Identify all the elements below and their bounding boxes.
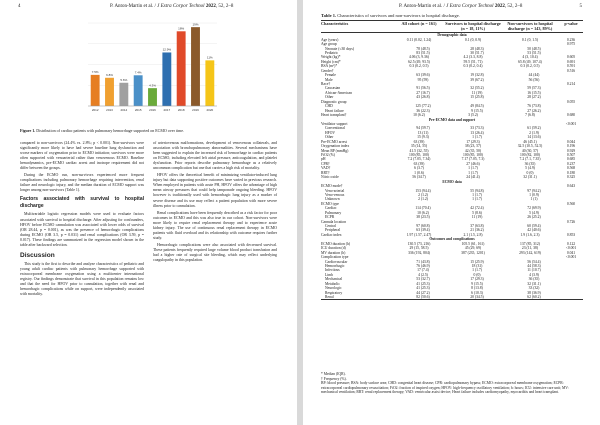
table-cell: pH: [321, 157, 326, 162]
x-tick-label: 2013: [106, 108, 113, 112]
table-cell: 0.325: [566, 175, 576, 180]
table-cell: 11 (19): [471, 215, 483, 220]
data-label: 6.8%: [106, 72, 113, 77]
table-cell: 72 (69.9): [527, 206, 541, 211]
table-cell: 39 (67.2): [470, 77, 484, 82]
paragraph: Multivariable logistic regression models were used to evaluate factors associated with survival to hospital discharge. After adjusting for confounders, HFOV before ECMO cannulation was associated with lower odds of survival (OR 28.44, p = 0.001), as was the presence of hemorrhagic complications during ECMO (OR 3.5, p = 0.031) and renal complications (OR 3.59, p = 0.017). These findings are summarized in the regression model shown in the table after backward selection.: [20, 212, 144, 247]
table-cell: Height (cm)*: [321, 59, 341, 64]
table-cell: HFOV: [325, 130, 336, 135]
table-cell: 1 (1): [530, 197, 538, 202]
page-number: 5: [579, 4, 582, 9]
table-cell: 100 (82, 100): [520, 153, 540, 157]
bar-2020: [205, 60, 214, 106]
table-cell: ECPR: [325, 215, 335, 220]
table-cell: 63 (39): [413, 161, 425, 166]
table-cell: 41 (25.3): [416, 286, 430, 291]
table-cell: 62.5 (49, 93.5): [408, 59, 430, 64]
table-cell: Nitric oxide: [321, 175, 339, 180]
table-footnotes: [321, 372, 583, 395]
table-header-cell: Characteristics: [321, 21, 349, 26]
table-group-label: ECMO data: [442, 179, 462, 184]
table-cell: 0.3 (0.2, 0.5): [520, 64, 540, 69]
table-cell: 37 (63.8): [470, 224, 484, 228]
table-row: [321, 295, 583, 299]
table-cell: CPR†: [321, 161, 330, 166]
table-cell: 7 (6.8): [525, 113, 535, 118]
data-label: 18%: [178, 26, 185, 31]
table-cell: 91 (56.5): [416, 86, 430, 91]
figure-caption: Figure 1. Distribution of cardiac patients with pulmonary hemorrhage supported on ECMO over time.: [20, 128, 185, 133]
table-cell: 2 (1.2): [418, 192, 428, 197]
table-cell: 97 (94.2): [527, 188, 541, 193]
table-cell: Conventional: [325, 126, 345, 131]
table-cell: 59.5 (51, 71): [463, 59, 483, 64]
table-cell: Female: [325, 73, 336, 78]
table-cell: 9 (15.5): [471, 108, 483, 113]
x-tick-label: 2018: [177, 108, 185, 112]
table-cell: Ventilator support: [321, 121, 348, 126]
bar-chart: [78, 17, 223, 120]
paragraph: During the ECMO run, non-survivors experienced more frequent complications including pulmonary hemorrhage requiring intervention, renal failure and neurologic injury, and the median duration of ECMO support was longer among non-survivors (Table 1).: [20, 173, 144, 193]
table-cell: Oxygenation index: [321, 144, 350, 149]
table-cell: 26 (25.2): [527, 215, 541, 220]
paragraph: Renal complications have been frequently described as a risk factor for poor outcomes in ECMO and this was also true in our cohort. Non-survivors were more likely to require renal replacement therapy and to experience acute kidney injury. The use of continuous renal replacement therapy in ECMO patients with fluid overload and its relationship with outcome requires further study.: [153, 210, 277, 240]
footnote: BP: blood pressure; BSA: body surface area; CHD: congenital heart disease; CPR: cardiopulmonary bypass; ECMO: extracorporeal membrane oxygenation; ECPR: extracorporeal cardiopulmonary resuscitation; FiO2: fraction of inspired oxygen; HFOV: high-frequency oscillatory ventilation; h: hours; ICU: intensive care unit; MV: mechanical ventilation; RRT: renal replacement therapy; VAD: ventricular assist device; Heart failure includes cardiomyopathy, myocarditis and heart transplant.: [321, 381, 569, 394]
table-cell: 1 (0.9): [529, 192, 539, 197]
table-cell: 65.8 (49, 107.4): [518, 59, 542, 64]
table-cell: VAD†: [321, 166, 331, 171]
table-cell: 44 (44): [528, 73, 540, 78]
table-cell: 42 (35, 50): [464, 148, 482, 153]
table-cell: Complication type: [321, 255, 349, 260]
table-cell: 0.680: [566, 113, 576, 118]
left-page: [0, 0, 297, 425]
table-cell: 114 (70.4): [415, 206, 431, 211]
table-cell: 4 (3, 10.4): [522, 55, 538, 60]
table-cell: 53 (32.7): [416, 277, 430, 282]
table-cell: 11 (19): [471, 90, 483, 95]
table-cell: Male: [325, 77, 333, 82]
table-cell: 71 (43.8): [416, 259, 430, 264]
table-cell: Weight (kg)*: [321, 55, 341, 60]
table-cell: 55 (94.8): [470, 188, 484, 193]
table-cell: 2.1 (1.5, 2.8): [463, 232, 483, 237]
table-cell: 15 (25.9): [470, 259, 484, 264]
table-cell: 7.17 (7.05, 7.3): [461, 157, 485, 162]
data-label: 19%: [192, 22, 199, 27]
table-cell: 4.06 (3, 9.36): [409, 55, 429, 60]
table-cell: Central: [325, 224, 336, 228]
table-caption: Table 1. Characteristics of survivors and non-survivors to hospital discharge.: [321, 13, 460, 18]
data-label: 5.6%: [120, 77, 128, 82]
table-cell: 0.591: [566, 64, 576, 69]
table-cell: 0.691: [566, 59, 576, 64]
bar-2018: [177, 31, 186, 106]
table-cell: 56 (56): [528, 77, 540, 82]
data-label: 7.5%: [91, 70, 99, 75]
table-cell: 83 (51.5): [416, 50, 430, 55]
table-body: [321, 33, 583, 299]
table-cell: 63 (39.4): [416, 228, 430, 233]
table-cell: 63 (39.6): [416, 73, 430, 78]
table-cell: 0.236: [566, 37, 576, 42]
table-cell: 0.196: [566, 144, 576, 149]
table-cell: 36 (35): [524, 161, 536, 166]
table-cell: 0.685: [566, 157, 576, 162]
table-cell: 43 (26.8): [416, 95, 430, 100]
table-cell: 4 (3.9): [529, 272, 539, 277]
table-cell: 15 (25.8): [470, 95, 484, 100]
table-cell: Infectious: [325, 268, 340, 273]
table-cell: 10 (6.2): [413, 113, 425, 118]
table-cell: Pre-ECMO arrest: [321, 139, 347, 144]
bar-2014: [119, 83, 128, 106]
table-cell: Veno-arterial: [325, 188, 345, 193]
table-cell: 16 (15.5): [527, 90, 541, 95]
table-cell: 32.5 (10.5, 52.5): [517, 144, 543, 149]
section-heading: Discussion: [20, 251, 55, 259]
table-cell: ICU duration (d): [321, 246, 346, 251]
table-cell: 41.5 (32, 55): [409, 148, 429, 153]
table-cell: 5 (4.9): [529, 210, 539, 215]
table-cell: 2 (1.2): [418, 197, 428, 202]
table-cell: Mechanical: [325, 277, 343, 282]
table-cell: 50 (48.5): [527, 46, 541, 51]
table-cell: 0.1 (0, 0.9): [464, 37, 482, 42]
table-cell: Race†: [321, 82, 331, 86]
x-tick-label: 2019: [192, 108, 199, 112]
table-cell: 0.643: [566, 184, 576, 189]
paragraph: HFOV offers the theoretical benefit of minimizing ventilator-induced lung injury but data supporting positive outcomes have varied in previous research. When employed in patients with acute PH, HFOV offers the advantage of high mean airway pressures that could help tamponade ongoing bleeding. HFOV however is traditionally used with hemorrhagic lung injury as a marker of severe disease and its use may reflect a patient population with more severe illness prior to cannulation.: [153, 173, 277, 208]
table-cell: 15 (9.3): [417, 135, 429, 140]
right-page: [303, 0, 600, 425]
table-cell: 46 (45.1): [523, 139, 537, 144]
table-cell: 32 (55.2): [470, 86, 484, 91]
x-tick-label: 2015: [134, 108, 142, 112]
table-cell: 36 (35): [528, 277, 540, 282]
paragraph: of arteriovenous malformations, development of venovenous collaterals, and association with bronchopulmonary abnormalities. Several mechanisms have been suggested to explain the increased risk of hemorrhage in cardiac patients on ECMO, including elevated left atrial pressure, anticoagulation, and platelet dysfunction. Prior reports describe pulmonary hemorrhage as a relatively uncommon complication but one that carries a high risk of mortality.: [153, 141, 277, 171]
table-cell: 1 (1.7): [468, 166, 478, 171]
table-cell: 33 (32): [528, 286, 540, 291]
table-cell: 21 (36.2): [470, 228, 484, 233]
table-cell: 1 (1.7): [472, 197, 482, 202]
table-cell: CHD: [325, 104, 333, 109]
bar-2017: [162, 52, 171, 106]
x-tick-label: 2012: [91, 108, 99, 112]
table-header-cell: Non-survivors to hospital discharge (n = 143, 89%): [507, 21, 553, 31]
journal-ref: P. Anton-Martin et al. / J Extra Corpor Technol 2022, 52, 2–8: [399, 4, 523, 9]
footnote: † Frequency (%).: [321, 376, 347, 381]
table-cell: 45 (29, 69): [464, 246, 482, 251]
page-number: 4: [18, 4, 21, 9]
table-cell: <0.001: [565, 255, 577, 260]
table-cell: 40 (30, 57): [521, 148, 539, 153]
table-cell: 56 (54.4): [527, 259, 541, 264]
table-cell: 0.605: [566, 55, 576, 60]
table-cell: 0.975: [566, 42, 576, 47]
bar-2013: [105, 78, 114, 106]
section-heading: Factors associated with survival to hospital discharge: [20, 196, 144, 210]
table-cell: Limb: [325, 272, 333, 277]
table-cell: 94 (59.7): [416, 126, 430, 131]
table-cell: ECMO duration (h): [321, 241, 351, 246]
table-cell: Caucasian: [325, 86, 341, 91]
bar-2016: [148, 88, 157, 106]
table-cell: 42 (40.6): [527, 228, 541, 233]
characteristics-table: [321, 20, 583, 300]
table-cell: 125 (77.2): [415, 104, 431, 109]
text-column-left: [20, 141, 144, 299]
table-cell: 1.97 (1.57, 2.47): [406, 232, 432, 237]
table-cell: 7.2 (7.05, 7.34): [407, 157, 431, 162]
table-cell: 387 (235, 1201): [461, 250, 485, 255]
table-cell: 1 (1.7): [472, 192, 482, 197]
table-cell: ECMO type: [321, 201, 339, 206]
table-cell: 56 (34.7): [412, 175, 426, 180]
table-cell: 1 (0.6): [414, 170, 424, 175]
table-cell: Diagnostic group: [321, 99, 347, 104]
table-cell: 1.9 (1.6, 2.3): [520, 232, 540, 237]
table-cell: 100 (85, 100): [463, 153, 483, 157]
table-cell: RRT†: [321, 170, 330, 175]
table-cell: 78 (48.5): [416, 46, 430, 51]
table-cell: 76 (73.8): [527, 104, 541, 109]
table-cell: 1 (1.7): [472, 268, 482, 273]
table-cell: 293 (142, 619): [519, 250, 541, 255]
table-cell: Other: [325, 95, 334, 100]
paragraph: Hemorrhagic complications were also associated with decreased survival. These patients frequently required large volume blood product transfusion and had a higher rate of surgical site bleeding, which may reflect underlying coagulopathy in this population.: [153, 242, 277, 263]
table-cell: 13 (26.4): [470, 130, 484, 135]
table-cell: Cardiac: [325, 206, 337, 211]
table-cell: 0.516: [566, 68, 576, 73]
table-cell: 62 (60.2): [527, 295, 541, 299]
table-cell: 33 (73.3): [470, 126, 484, 131]
table-cell: 82 (50.6): [416, 295, 430, 299]
bar-2019: [191, 27, 200, 106]
footnote: * Median (IQR).: [321, 372, 346, 376]
table-cell: Other: [325, 135, 334, 140]
table-cell: Mean BP (mmHg): [321, 148, 349, 153]
data-label: 11%: [206, 55, 213, 60]
table-cell: MV duration (h): [321, 250, 346, 255]
table-cell: 17 (7.4): [417, 268, 429, 273]
table-cell: Pediatric: [325, 50, 339, 55]
table-cell: 7.2 (7.1, 7.35): [519, 157, 541, 162]
table-cell: 0.853: [566, 232, 576, 237]
table-cell: 23 (11, 38): [521, 246, 539, 251]
table-cell: 35 (14, 55): [410, 144, 428, 149]
journal-ref: P. Anton-Martin et al. / J Extra Corpor Technol 2022, 52, 2–8: [110, 4, 234, 9]
x-tick-label: 2017: [163, 108, 171, 112]
table-cell: 13 (11): [417, 130, 429, 135]
table-cell: 76 (46.9): [416, 263, 430, 268]
table-cell: Age group: [321, 42, 337, 47]
table-cell: 28 (48.3): [470, 46, 484, 51]
table-cell: African-American: [325, 90, 353, 95]
table-cell: 0.055: [566, 99, 576, 104]
table-cell: Neonate (≤30 days): [325, 46, 355, 51]
table-group-label: Pre-ECMO data and support: [428, 117, 476, 122]
table-cell: 63 (39): [413, 139, 425, 144]
table-cell: 0 (0): [473, 272, 481, 277]
table-cell: 6 (3.7): [414, 166, 424, 171]
table-cell: 2 (1.9): [529, 130, 539, 135]
table-cell: 44 (27.2): [416, 290, 430, 295]
data-label: 7.4%: [134, 70, 142, 75]
table-cell: Pulmonary: [325, 210, 342, 215]
table-cell: BSA (m²)*: [321, 64, 338, 69]
table-cell: 0.1 (0, 1.5): [521, 37, 539, 42]
table-cell: 0.11 (0.02, 1.24): [406, 37, 432, 42]
table-cell: 17 (29.3): [470, 277, 484, 282]
table-cell: 9 (15.5): [471, 281, 483, 286]
table-cell: 27 (46.6): [466, 161, 480, 166]
table-group-label: Outcomes and complications: [429, 237, 475, 242]
table-cell: 0.929: [566, 148, 576, 153]
x-tick-label: 2020: [206, 108, 214, 112]
table-cell: Cardiac index: [321, 232, 342, 237]
table-cell: 6 (10.3): [471, 290, 483, 295]
paragraph: compared to non-survivors (24.4% vs. 2.8%; p < 0.001). Non-survivors were significantly more likely to have had severe baseline lung dysfunction and worse markers of oxygenation prior to ECMO initiation; survivors were more often supported with venoarterial rather than venovenous ECMO. Baseline hemodynamics, pre-ECMO cardiac arrest and inotrope requirement did not differ between the groups.: [20, 141, 144, 171]
table-cell: 0.507: [566, 153, 576, 157]
table-cell: 95 (59): [417, 77, 429, 82]
table-cell: <0.001: [565, 246, 577, 251]
table-cell: 0.568: [566, 166, 576, 171]
table-cell: 0.180: [566, 170, 576, 175]
data-label: 4.3%: [149, 83, 156, 88]
table-cell: Neurologic: [325, 286, 342, 291]
table-cell: 100 (85, 100): [409, 153, 429, 157]
table-cell: 1 (1.7): [468, 170, 478, 175]
table-cell: 130.5 (73, 216): [407, 241, 431, 246]
table-cell: 4 (2.5): [418, 272, 428, 277]
table-cell: 4.2 (3.3, 8.8): [463, 55, 483, 60]
table-cell: Heart failure: [325, 108, 344, 113]
table-cell: 38 (36.9): [527, 290, 541, 295]
table-cell: 0.560: [566, 201, 576, 206]
table-cell: <0.001: [565, 121, 577, 126]
table-cell: 3 (5.2): [468, 113, 478, 118]
table-cell: 11 (10.7): [527, 268, 541, 273]
table-cell: 20 (34.5): [470, 295, 484, 299]
table-cell: 17 (29.3): [466, 139, 480, 144]
table-cell: 5 (8.6): [472, 210, 482, 215]
table-cell: 336 (192, 804): [408, 250, 430, 255]
table-cell: 27 (16.7): [416, 90, 430, 95]
table-cell: 42 (72.4): [470, 206, 484, 211]
table-cell: Unknown: [325, 197, 340, 202]
table-cell: 0.122: [566, 241, 576, 246]
table-cell: Age (years): [321, 37, 339, 42]
table-cell: ECMO mode†: [321, 184, 343, 189]
table-cell: 38 (23, 57): [464, 144, 482, 149]
bar-2015: [134, 75, 143, 106]
table-cell: 5 (4.9): [525, 166, 535, 171]
table-cell: 49 (84.5): [470, 104, 484, 109]
table-cell: Respiratory: [325, 290, 343, 295]
table-cell: 30 (51.7): [470, 50, 484, 55]
table-cell: 153 (94.4): [415, 188, 431, 193]
table-cell: 38 (23.5): [416, 215, 430, 220]
table-cell: 0.3 (0.2, 0.5): [409, 64, 429, 69]
table-cell: 41 (25.3): [416, 281, 430, 286]
table-cell: Cardiovascular: [325, 259, 348, 264]
table-cell: Gender†: [321, 68, 334, 73]
table-cell: 14 (13.6): [527, 135, 541, 140]
x-tick-label: 2016: [149, 108, 156, 112]
data-label: 12.9%: [162, 47, 172, 52]
table-group-label: Demographic data: [437, 33, 467, 38]
table-cell: FiO2 (%): [321, 153, 336, 157]
table-cell: 105.5 (61, 161): [461, 241, 485, 246]
table-cell: 97 (60.8): [416, 224, 430, 228]
x-tick-label: 2014: [120, 108, 128, 112]
table-cell: 27 (26.2): [527, 108, 541, 113]
table-cell: 24 (41.4): [466, 175, 480, 180]
table-cell: 60 (59.4): [527, 224, 541, 228]
table-cell: Heart transplant†: [321, 113, 347, 118]
table-cell: Veno-venous: [325, 192, 345, 197]
table-header-cell: All cohort (n = 161): [401, 21, 437, 26]
table-cell: 137 (85, 312): [520, 241, 540, 246]
table-cell: 18 (31): [471, 263, 483, 268]
table-cell: 0.237: [566, 161, 576, 166]
table-cell: 1 (1.7): [472, 135, 482, 140]
table-cell: 0.044: [566, 139, 576, 144]
paragraph: This study is the first to describe and analyze characteristics of pediatric and young adult cardiac patients with pulmonary hemorrhage supported with extracorporeal membrane oxygenation using a multicenter international registry. Our findings demonstrate that survival in this population remains low and that the need for HFOV prior to cannulation, together with renal and hemorrhagic complications while on support, were independently associated with mortality.: [20, 261, 144, 297]
table-header-cell: p-value: [564, 21, 578, 26]
table-cell: Peripheral: [325, 228, 341, 233]
table-cell: 32 (31.1): [523, 175, 537, 180]
table-cell: 0.214: [566, 82, 576, 86]
table-cell: [563, 295, 587, 299]
table-cell: 0.041: [566, 250, 576, 255]
table-cell: 61 (59.2): [527, 126, 541, 131]
text-column-right: [153, 141, 277, 265]
table-header-cell: Survivors to hospital discharge (n = 18, 11%): [445, 21, 501, 31]
table-cell: 53 (51.5): [527, 50, 541, 55]
table-cell: 36 (22.3): [416, 108, 430, 113]
table-cell: 44 (58.3): [527, 263, 541, 268]
table-cell: 32 (31.1): [527, 281, 541, 286]
table-cell: 0.726: [566, 219, 576, 224]
table-cell: Hemorrhagic: [325, 263, 345, 268]
table-cell: Cannula location: [321, 219, 347, 224]
table-cell: 28 (27.2): [527, 95, 541, 100]
table-cell: 10 (6.2): [417, 210, 429, 215]
table-cell: 8 (13.8): [471, 286, 483, 291]
table-cell: 29 (15, 58.5): [409, 246, 429, 251]
table-cell: Metabolic: [325, 281, 340, 286]
table-cell: 19 (32.8): [470, 73, 484, 78]
bar-2012: [91, 75, 100, 106]
table-cell: 0.3 (0.2, 0.4): [463, 64, 483, 69]
table-cell: Renal: [325, 295, 334, 299]
table-header-row: [321, 21, 583, 33]
table-cell: 59 (57.3): [527, 86, 541, 91]
table-cell: 0 (0): [526, 170, 534, 175]
